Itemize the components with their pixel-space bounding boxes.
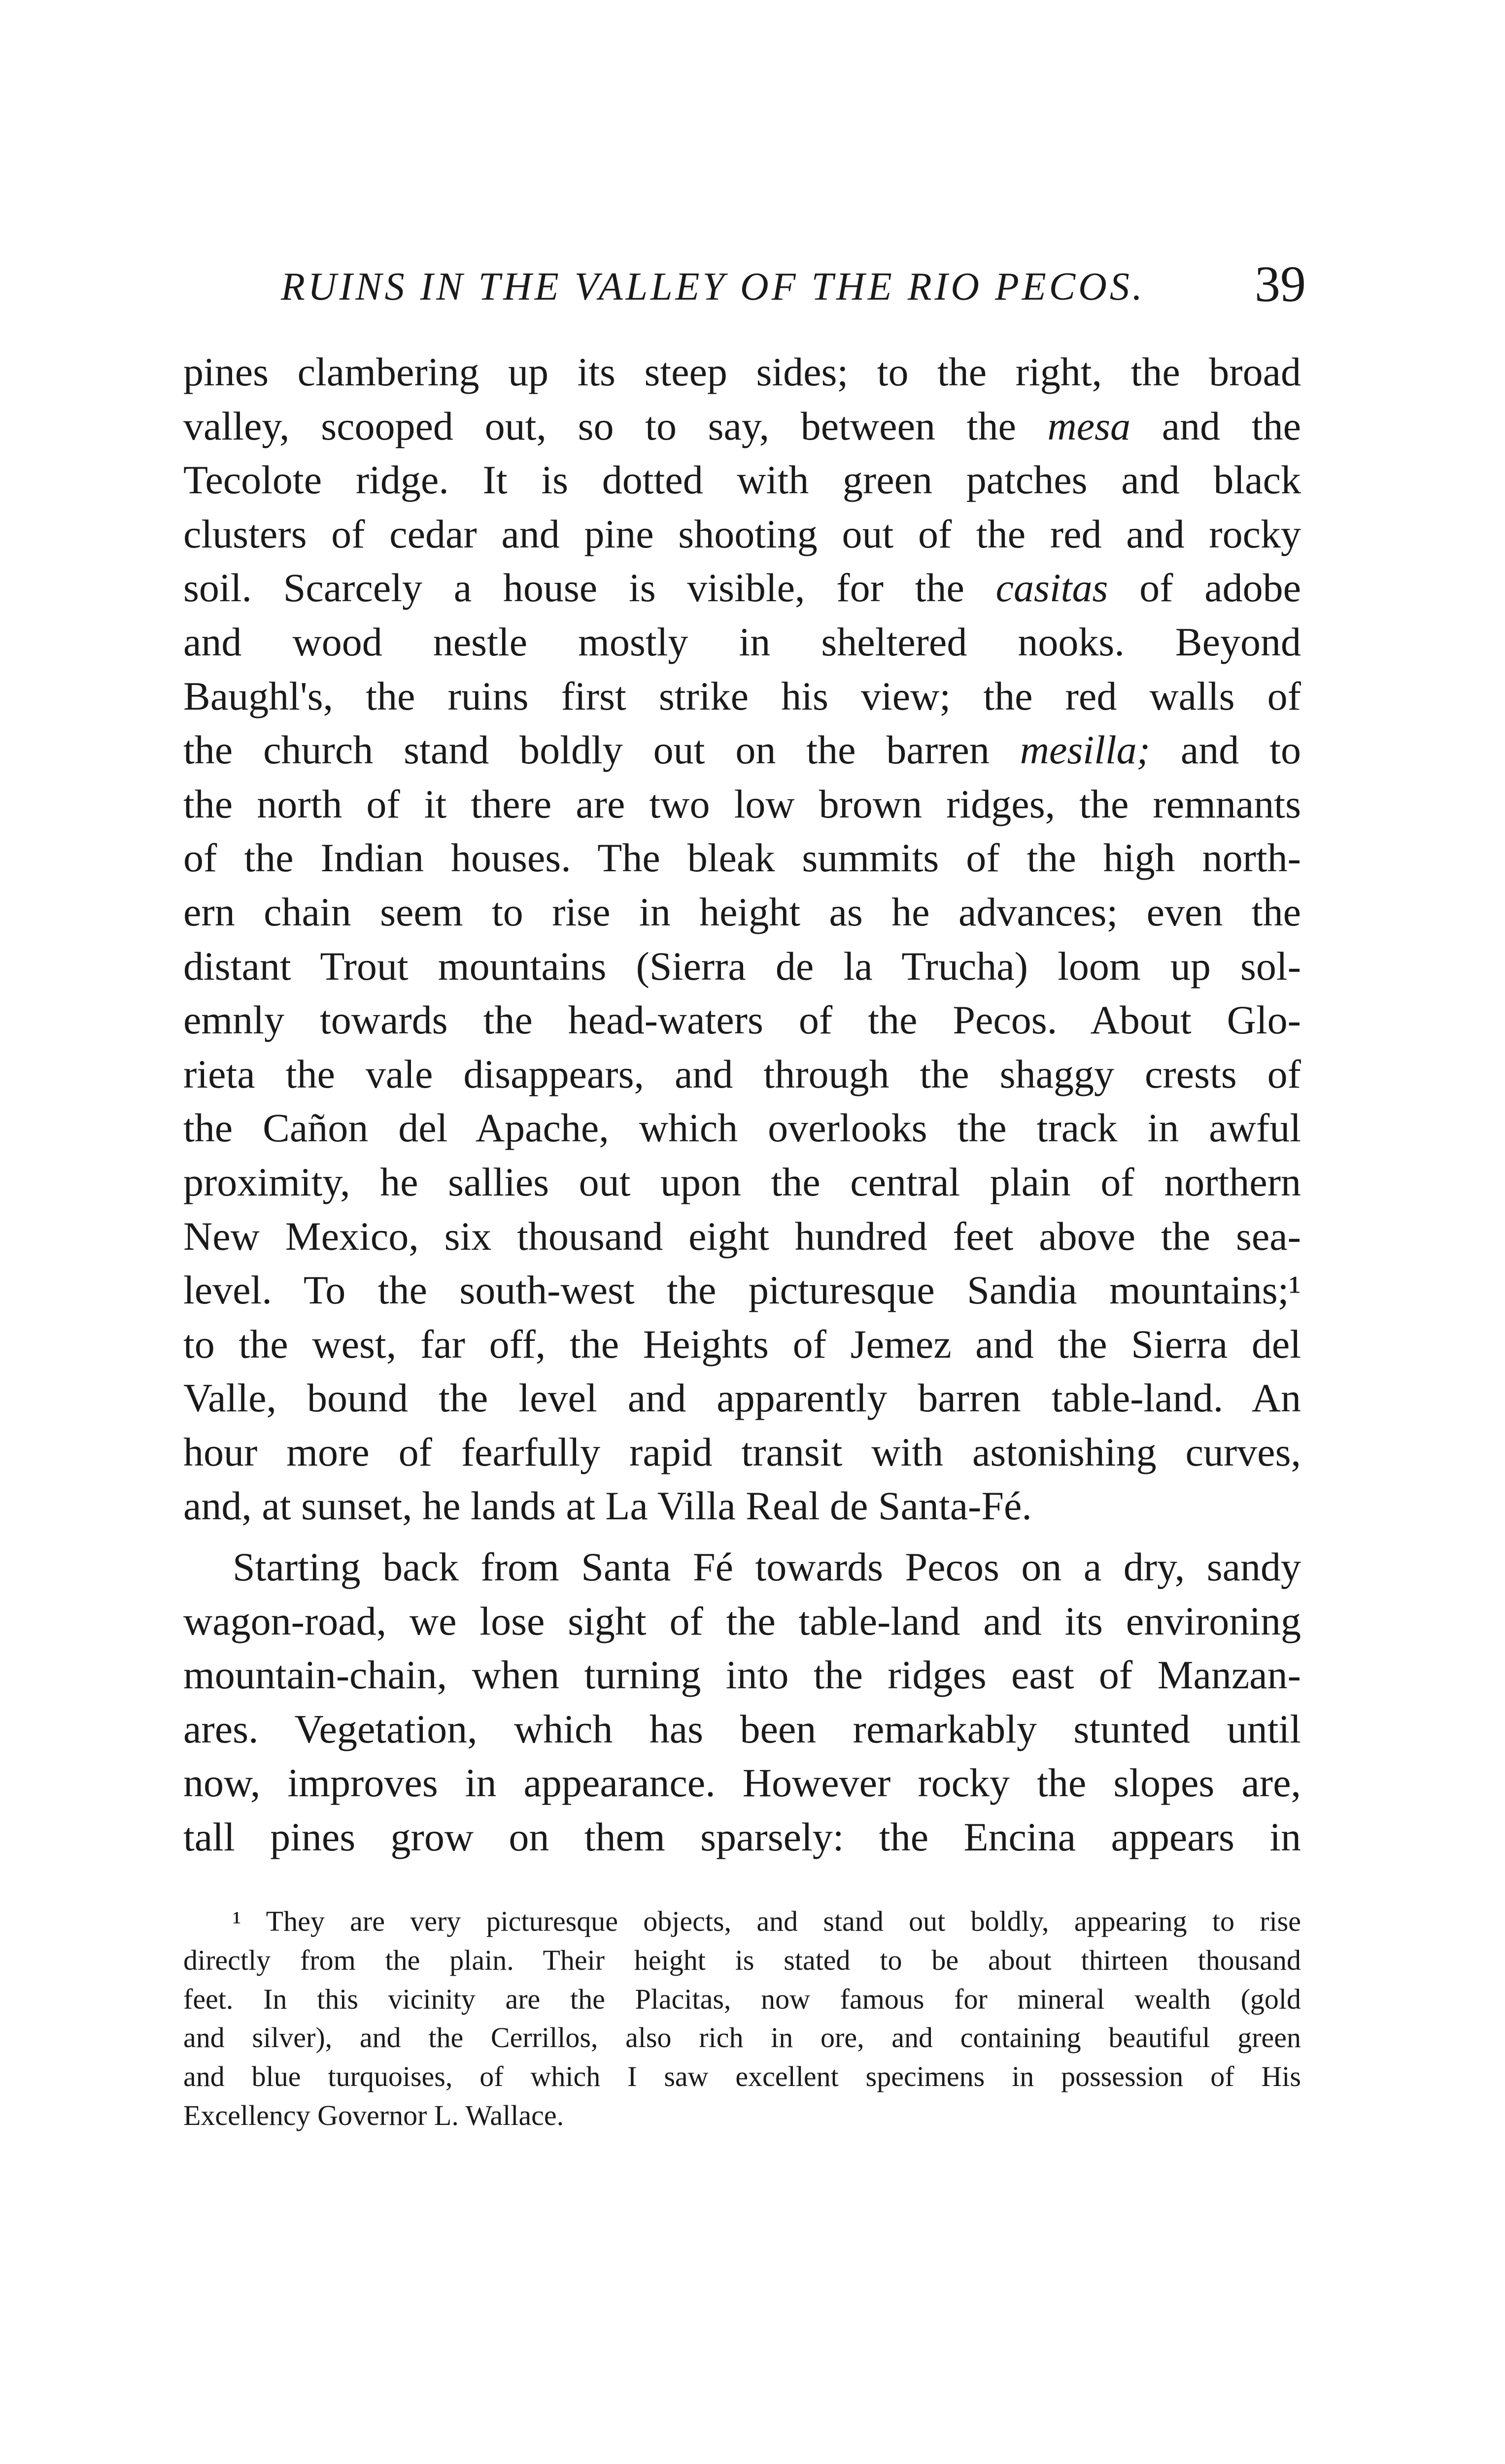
footnote-line: feet. In this vicinity are the Placitas, now famous for mineral wealth (gold xyxy=(183,1983,1301,2015)
running-title: RUINS IN THE VALLEY OF THE RIO PECOS. xyxy=(281,265,1145,308)
text-line: ern chain seem to rise in height as he advances; even the xyxy=(183,889,1301,934)
text-line: tall pines grow on them sparsely: the Encina appears in xyxy=(183,1814,1301,1860)
footnote-line: and blue turquoises, of which I saw excellent specimens in possession of His xyxy=(183,2060,1301,2093)
paragraph-gap xyxy=(183,1533,1301,1540)
footnote-line: and silver), and the Cerrillos, also rich in ore, and containing beautiful green xyxy=(183,2021,1301,2054)
page-header xyxy=(281,249,1306,323)
text-line: the Cañon del Apache, which overlooks the track in awful xyxy=(183,1105,1301,1151)
text-line: the church stand boldly out on the barren mesilla; and to xyxy=(183,727,1301,773)
text-line: the north of it there are two low brown ridges, the remnants xyxy=(183,781,1301,826)
footnote-line: Excellency Governor L. Wallace. xyxy=(183,2099,564,2131)
text-line: Starting back from Santa Fé towards Pecos on a dry, sandy xyxy=(233,1544,1301,1590)
footnote-line: ¹ They are very picturesque objects, and stand out boldly, appearing to rise xyxy=(233,1905,1301,1937)
text-line: New Mexico, six thousand eight hundred feet above the sea- xyxy=(183,1213,1301,1259)
text-line: clusters of cedar and pine shooting out of the red and rocky xyxy=(183,511,1301,556)
text-line: level. To the south-west the picturesque Sandia mountains;¹ xyxy=(183,1267,1301,1313)
text-line: of the Indian houses. The bleak summits of the high north- xyxy=(183,835,1301,881)
text-line: wagon-road, we lose sight of the table-land and its environing xyxy=(183,1598,1301,1643)
text-line: proximity, he sallies out upon the central plain of northern xyxy=(183,1159,1301,1204)
text-line: mountain-chain, when turning into the ridges east of Manzan- xyxy=(183,1652,1301,1698)
text-line: ares. Vegetation, which has been remarkably stunted until xyxy=(183,1706,1301,1751)
body-text xyxy=(183,345,1301,1864)
page-number: 39 xyxy=(1255,256,1306,312)
text-line: and wood nestle mostly in sheltered nooks. Beyond xyxy=(183,619,1301,664)
text-line: now, improves in appearance. However rocky the slopes are, xyxy=(183,1760,1301,1806)
text-line: pines clambering up its steep sides; to the right, the broad xyxy=(183,349,1301,394)
text-line: Tecolote ridge. It is dotted with green patches and black xyxy=(183,457,1301,503)
text-line: soil. Scarcely a house is visible, for the casitas of adobe xyxy=(183,565,1301,611)
text-line: Baughl's, the ruins first strike his view; the red walls of xyxy=(183,673,1301,719)
text-line: distant Trout mountains (Sierra de la Trucha) loom up sol- xyxy=(183,943,1301,989)
footnote xyxy=(183,1902,1301,2135)
text-line: valley, scooped out, so to say, between the mesa and the xyxy=(183,403,1301,448)
text-line: rieta the vale disappears, and through the shaggy crests of xyxy=(183,1051,1301,1096)
text-line: and, at sunset, he lands at La Villa Real de Santa-Fé. xyxy=(183,1483,1032,1529)
text-line: hour more of fearfully rapid transit with astonishing curves, xyxy=(183,1429,1301,1474)
text-line: to the west, far off, the Heights of Jemez and the Sierra del xyxy=(183,1321,1301,1367)
text-line: Valle, bound the level and apparently barren table-land. An xyxy=(183,1375,1301,1421)
text-line: emnly towards the head-waters of the Pecos. About Glo- xyxy=(183,997,1301,1043)
footnote-line: directly from the plain. Their height is stated to be about thirteen thousand xyxy=(183,1944,1301,1976)
